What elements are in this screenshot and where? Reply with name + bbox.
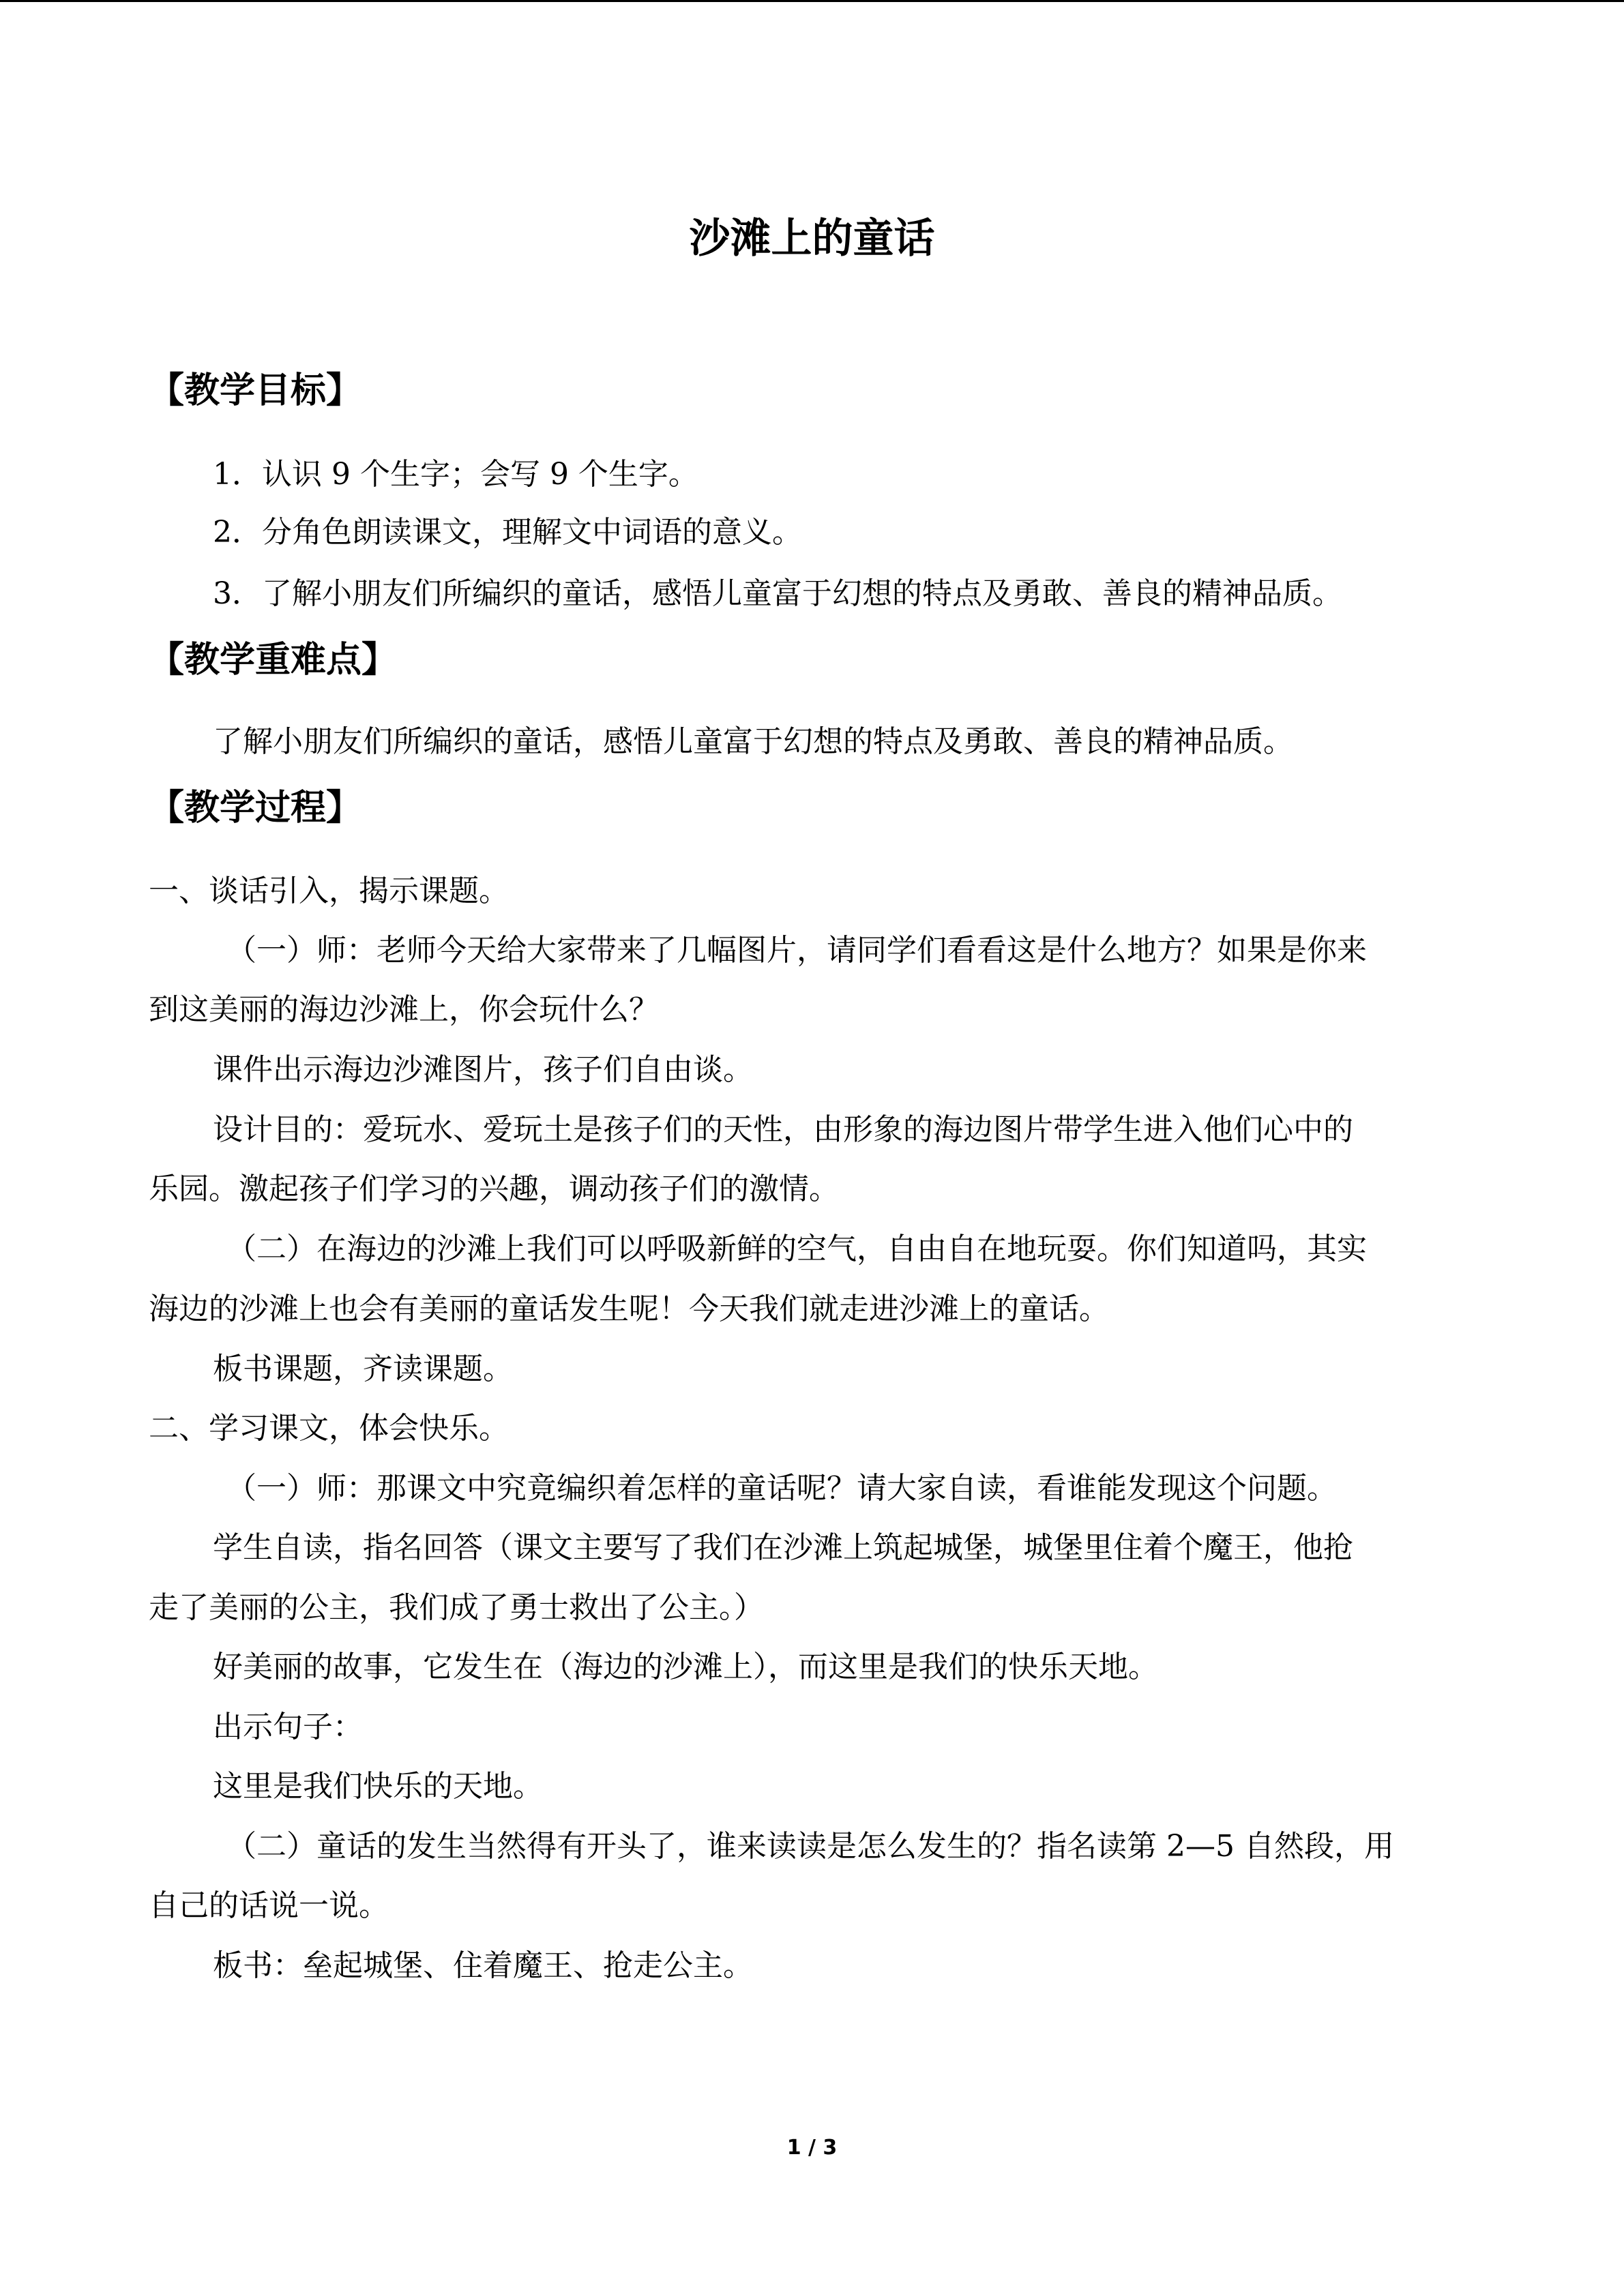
key-points-text: 了解小朋友们所编织的童话，感悟儿童富于幻想的特点及勇敢、善良的精神品质。: [213, 724, 1293, 759]
objective-item-1: 1．认识 9 个生字；会写 9 个生字。: [213, 457, 698, 492]
process-line: 设计目的：爱玩水、爱玩土是孩子们的天性，由形象的海边图片带学生进入他们心中的: [213, 1112, 1353, 1147]
process-line: 学生自读，指名回答（课文主要写了我们在沙滩上筑起城堡，城堡里住着个魔王，他抢: [213, 1530, 1353, 1565]
process-line: 出示句子：: [213, 1710, 363, 1744]
process-line: 二、学习课文，体会快乐。: [149, 1411, 509, 1446]
process-line: 走了美丽的公主，我们成了勇士救出了公主。）: [149, 1590, 764, 1625]
process-line: （一）师：那课文中究竟编织着怎样的童话呢？请大家自读，看谁能发现这个问题。: [226, 1471, 1337, 1506]
section-heading-objectives: 【教学目标】: [149, 370, 362, 411]
process-line: （二）在海边的沙滩上我们可以呼吸新鲜的空气，自由自在地玩耍。你们知道吗，其实: [226, 1232, 1367, 1266]
process-line: 海边的沙滩上也会有美丽的童话发生呢！今天我们就走进沙滩上的童话。: [149, 1292, 1109, 1326]
top-border-line: [0, 0, 1624, 2]
process-line: 好美丽的故事，它发生在（海边的沙滩上），而这里是我们的快乐天地。: [213, 1650, 1158, 1684]
process-line: 板书课题，齐读课题。: [213, 1352, 513, 1386]
process-line: 自己的话说一说。: [149, 1888, 389, 1923]
process-line: （二）童话的发生当然得有开头了，谁来读读是怎么发生的？指名读第 2—5 自然段，用: [226, 1829, 1394, 1864]
process-line: 板书：垒起城堡、住着魔王、抢走公主。: [213, 1948, 753, 1983]
section-heading-key-points: 【教学重难点】: [149, 639, 398, 681]
objective-item-2: 2．分角色朗读课文，理解文中词语的意义。: [213, 515, 802, 550]
process-line: 一、谈话引入，揭示课题。: [149, 874, 509, 908]
section-heading-process: 【教学过程】: [149, 787, 362, 829]
process-line: （一）师：老师今天给大家带来了几幅图片，请同学们看看这是什么地方？如果是你来: [226, 933, 1367, 968]
process-line: 课件出示海边沙滩图片，孩子们自由谈。: [213, 1052, 753, 1087]
process-line: 乐园。激起孩子们学习的兴趣，调动孩子们的激情。: [149, 1172, 839, 1206]
page-number: 1 / 3: [786, 2136, 838, 2160]
process-line: 到这美丽的海边沙滩上，你会玩什么？: [149, 992, 659, 1027]
objective-item-3: 3．了解小朋友们所编织的童话，感悟儿童富于幻想的特点及勇敢、善良的精神品质。: [213, 576, 1342, 611]
process-line: 这里是我们快乐的天地。: [213, 1769, 543, 1804]
document-title: 沙滩上的童话: [689, 215, 935, 263]
